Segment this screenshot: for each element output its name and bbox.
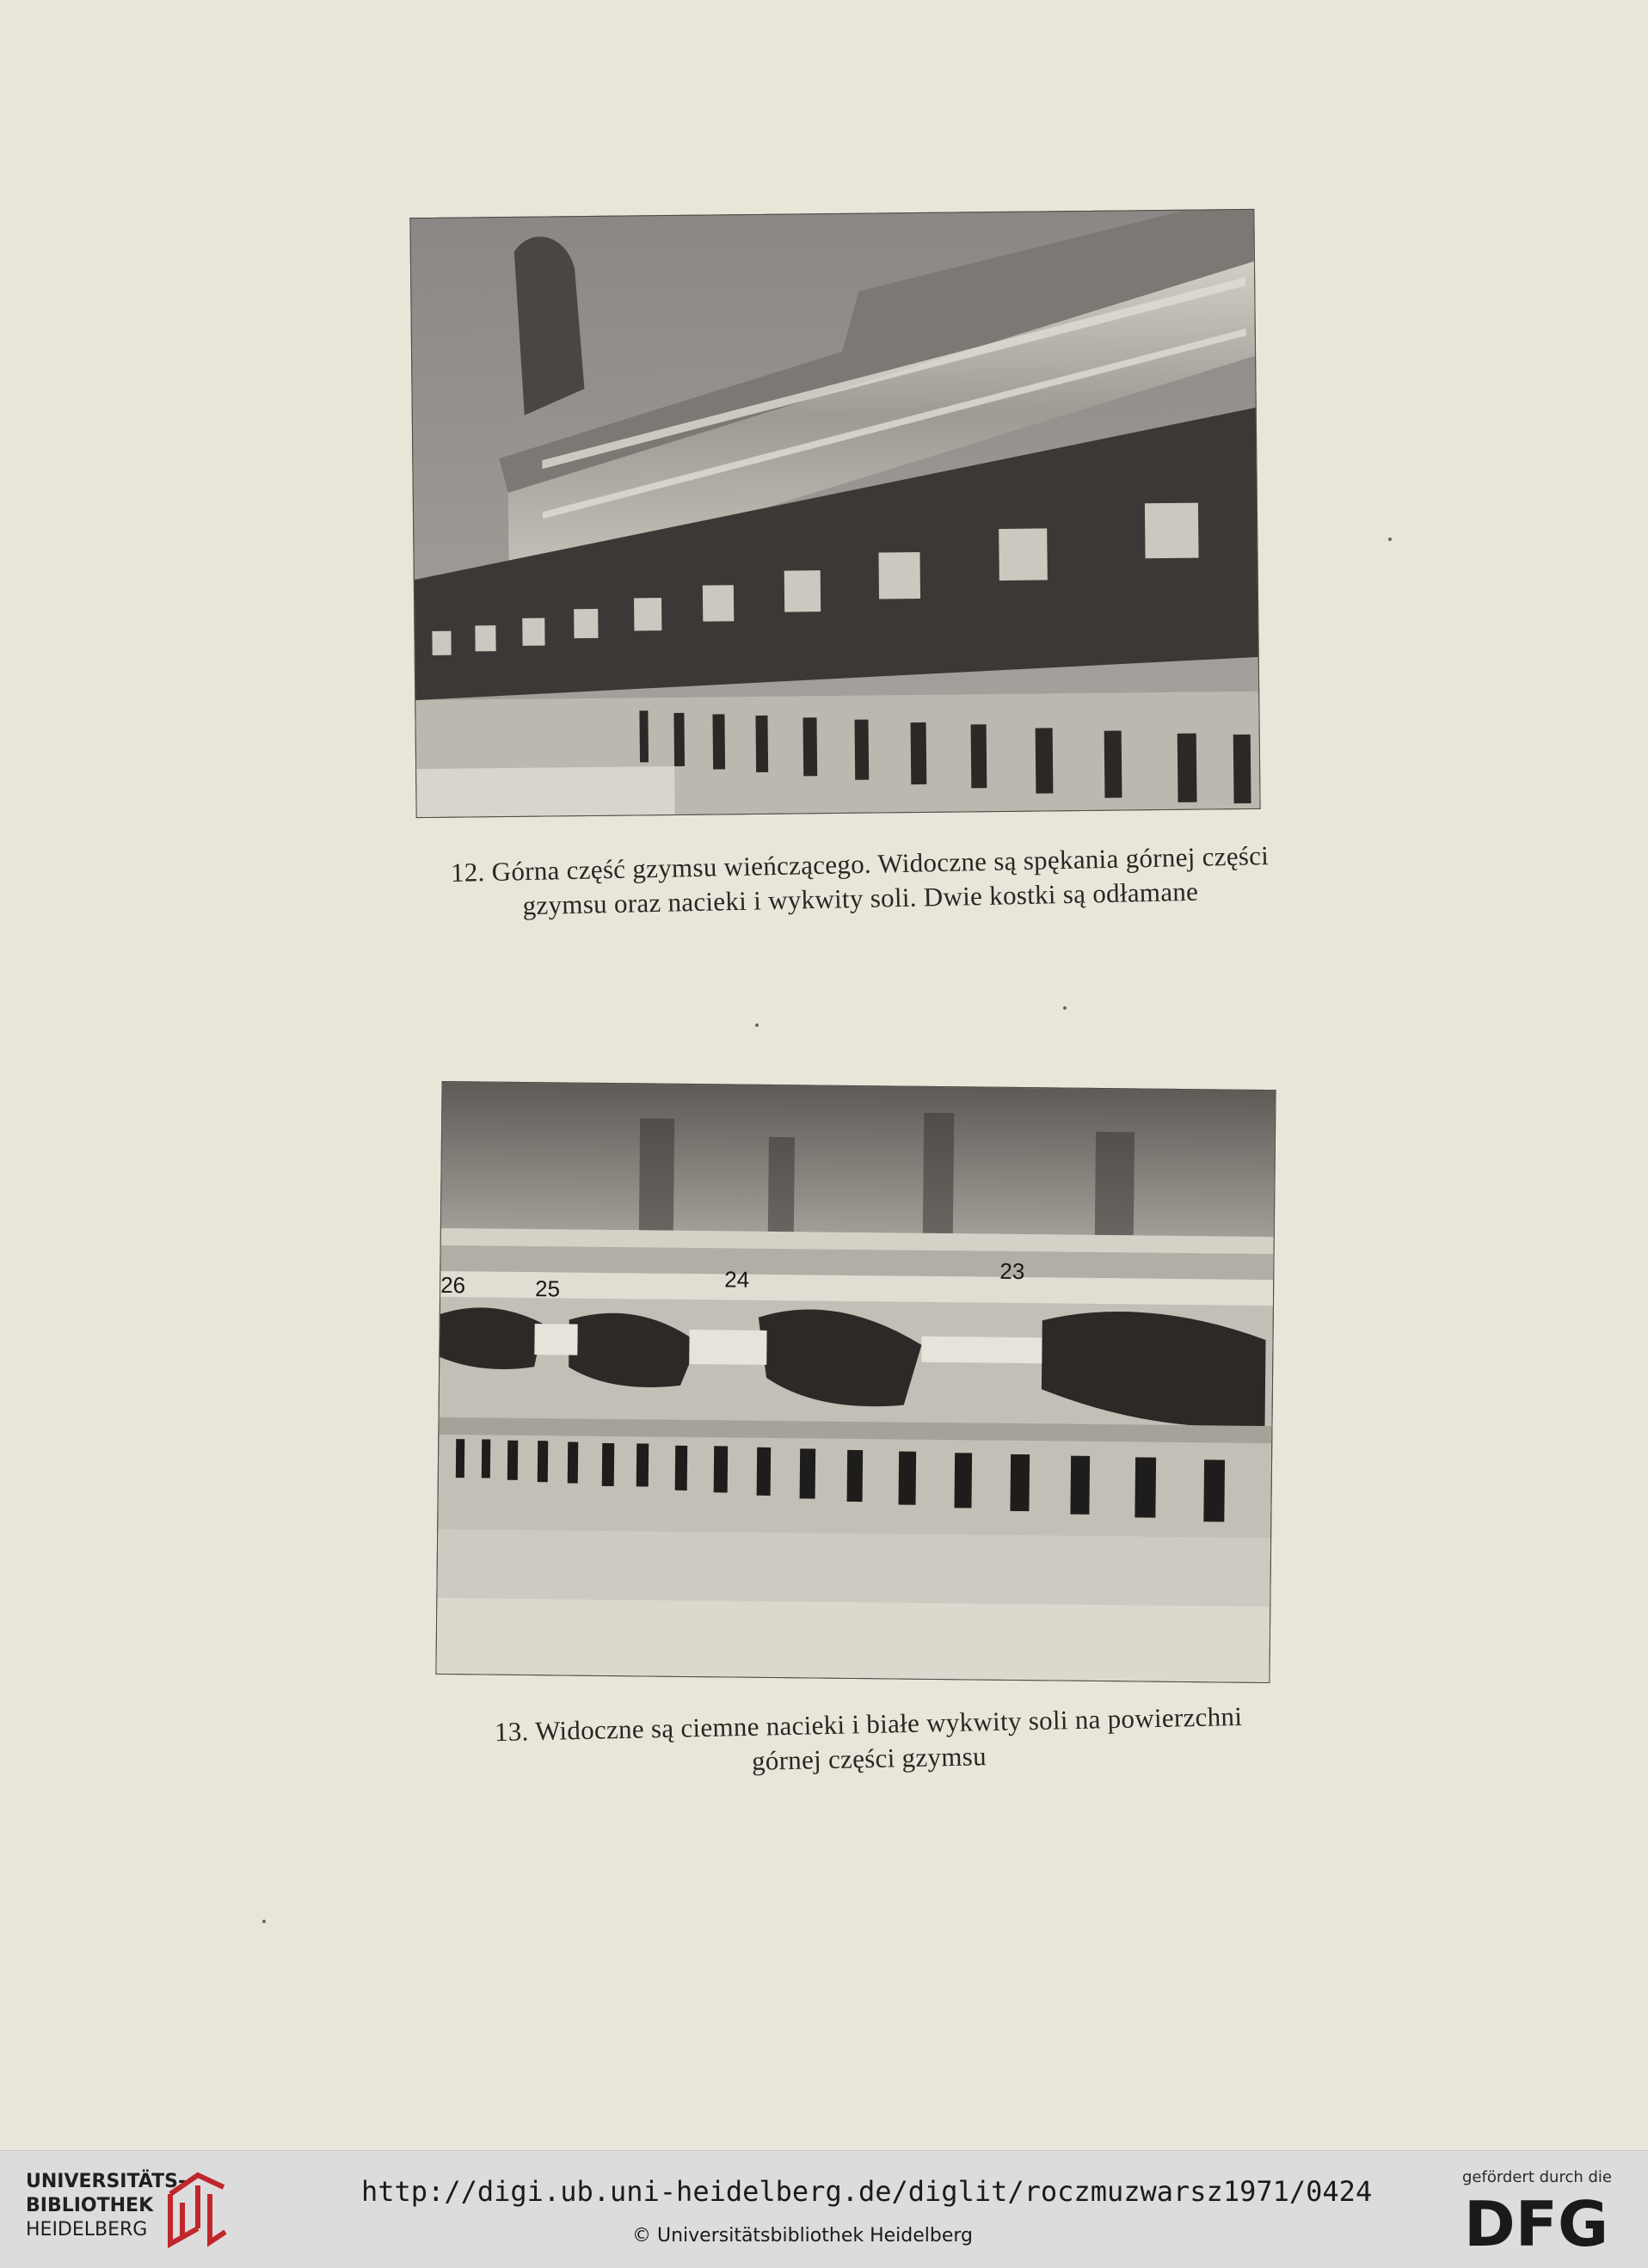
library-name-line2: BIBLIOTHEK bbox=[26, 2195, 154, 2216]
photo-number-26: 26 bbox=[440, 1271, 466, 1299]
photo-number-24: 24 bbox=[724, 1266, 750, 1293]
figure-13-caption-line2: górnej części gzymsu bbox=[751, 1741, 987, 1776]
funder-caption: gefördert durch die bbox=[1462, 2168, 1612, 2186]
figure-13-caption-line1: 13. Widoczne są ciemne nacieki i białe wykwity soli na powierzchni bbox=[494, 1700, 1243, 1748]
figure-13-caption bbox=[446, 1699, 1290, 1786]
library-name-line1: UNIVERSITÄTS- bbox=[26, 2171, 187, 2192]
figure-12-caption-line2: gzymsu oraz nacieki i wykwity soli. Dwie kostki są odłamane bbox=[522, 876, 1199, 921]
library-name-line3: HEIDELBERG bbox=[26, 2219, 148, 2240]
digitization-footer bbox=[0, 2150, 1648, 2268]
figure-12-caption bbox=[412, 838, 1307, 925]
figure-13-photo bbox=[435, 1081, 1276, 1683]
figure-12-photo bbox=[409, 209, 1260, 818]
paper-speck bbox=[1388, 538, 1392, 541]
library-logo-icon bbox=[163, 2168, 231, 2251]
copyright-notice: © Universitätsbibliothek Heidelberg bbox=[632, 2225, 974, 2246]
photo-number-23: 23 bbox=[999, 1257, 1025, 1285]
dfg-logo-text: DFG bbox=[1464, 2191, 1609, 2253]
figure-12-caption-line1: 12. Górna część gzymsu wieńczącego. Widoczne są spękania górnej części bbox=[450, 840, 1270, 888]
paper-speck bbox=[755, 1023, 759, 1027]
permalink-url[interactable]: http://digi.ub.uni-heidelberg.de/diglit/roczmuzwarsz1971/0424 bbox=[361, 2175, 1373, 2208]
library-logo-text bbox=[26, 2170, 186, 2242]
paper-speck bbox=[1063, 1006, 1067, 1010]
paper-speck bbox=[262, 1920, 266, 1923]
dfg-logo bbox=[1462, 2191, 1626, 2253]
photo-number-25: 25 bbox=[534, 1275, 561, 1302]
